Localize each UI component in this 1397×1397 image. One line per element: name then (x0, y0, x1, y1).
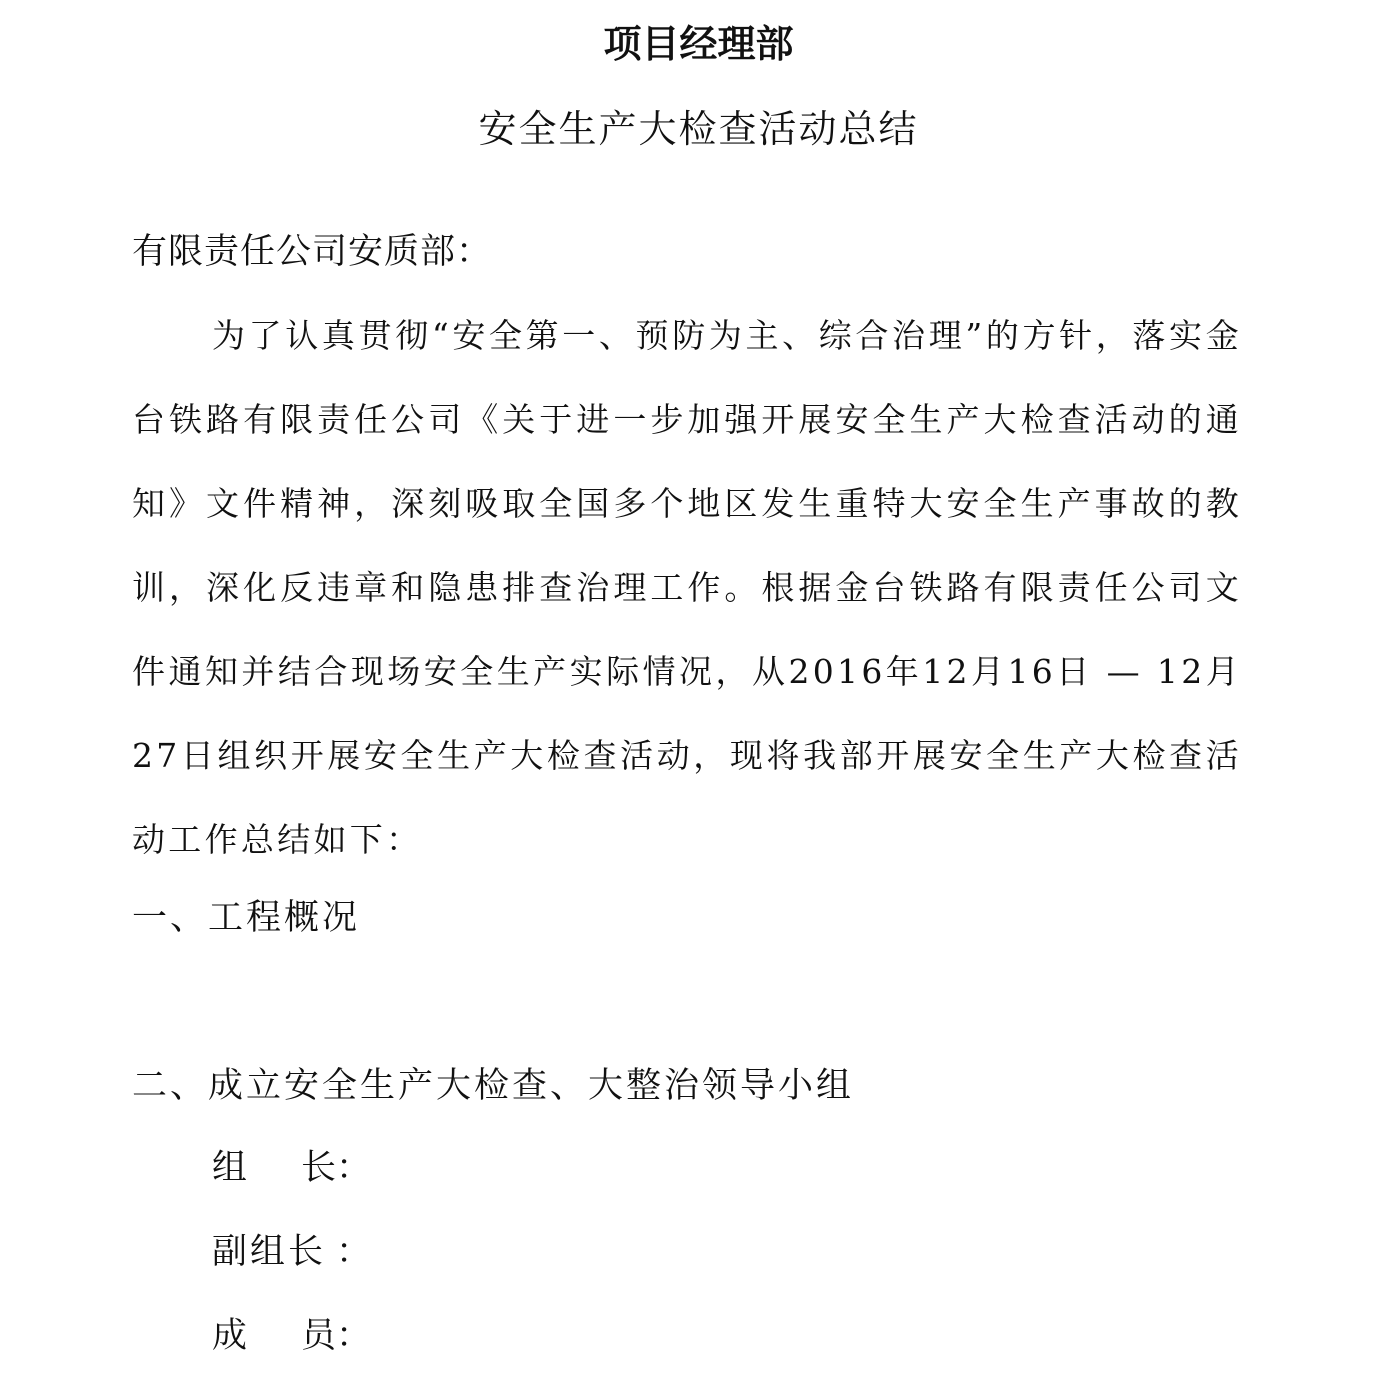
role-label: 成 员 (212, 1316, 336, 1356)
role-line-deputy-leader (212, 1210, 371, 1294)
role-colon: ： (336, 1232, 372, 1272)
salutation: 有限责任公司安质部： (132, 232, 493, 272)
role-colon: ： (336, 1316, 372, 1356)
document-title-line-2: 安全生产大检查活动总结 (478, 107, 919, 151)
section-heading-project-overview: 一、工程概况 (132, 898, 361, 938)
role-label: 组 长 (212, 1148, 336, 1188)
section-heading-leadership-group: 二、成立安全生产大检查、大整治领导小组 (132, 1066, 855, 1106)
role-label: 副组长 (212, 1232, 327, 1272)
role-colon: ： (336, 1148, 372, 1188)
role-line-members (212, 1294, 371, 1378)
document-title-line-1: 项目经理部 (603, 21, 794, 66)
body-paragraph: 为了认真贯彻“安全第一、预防为主、综合治理”的方针，落实金台铁路有限责任公司《关于进一步加强开展安全生产大检查活动的通知》文件精神，深刻吸取全国多个地区发生重特大安全生产事故的教训，深化反违章和隐患排查治理工作。根据金台铁路有限责任公司文件通知并结合现场安全生产实际情况，从2016年12月16日 — 12月27日组织开展安全生产大检查活动，现将我部开展安全生产大检查活动工作总结如下： (132, 316, 1242, 859)
role-line-leader (212, 1126, 371, 1210)
